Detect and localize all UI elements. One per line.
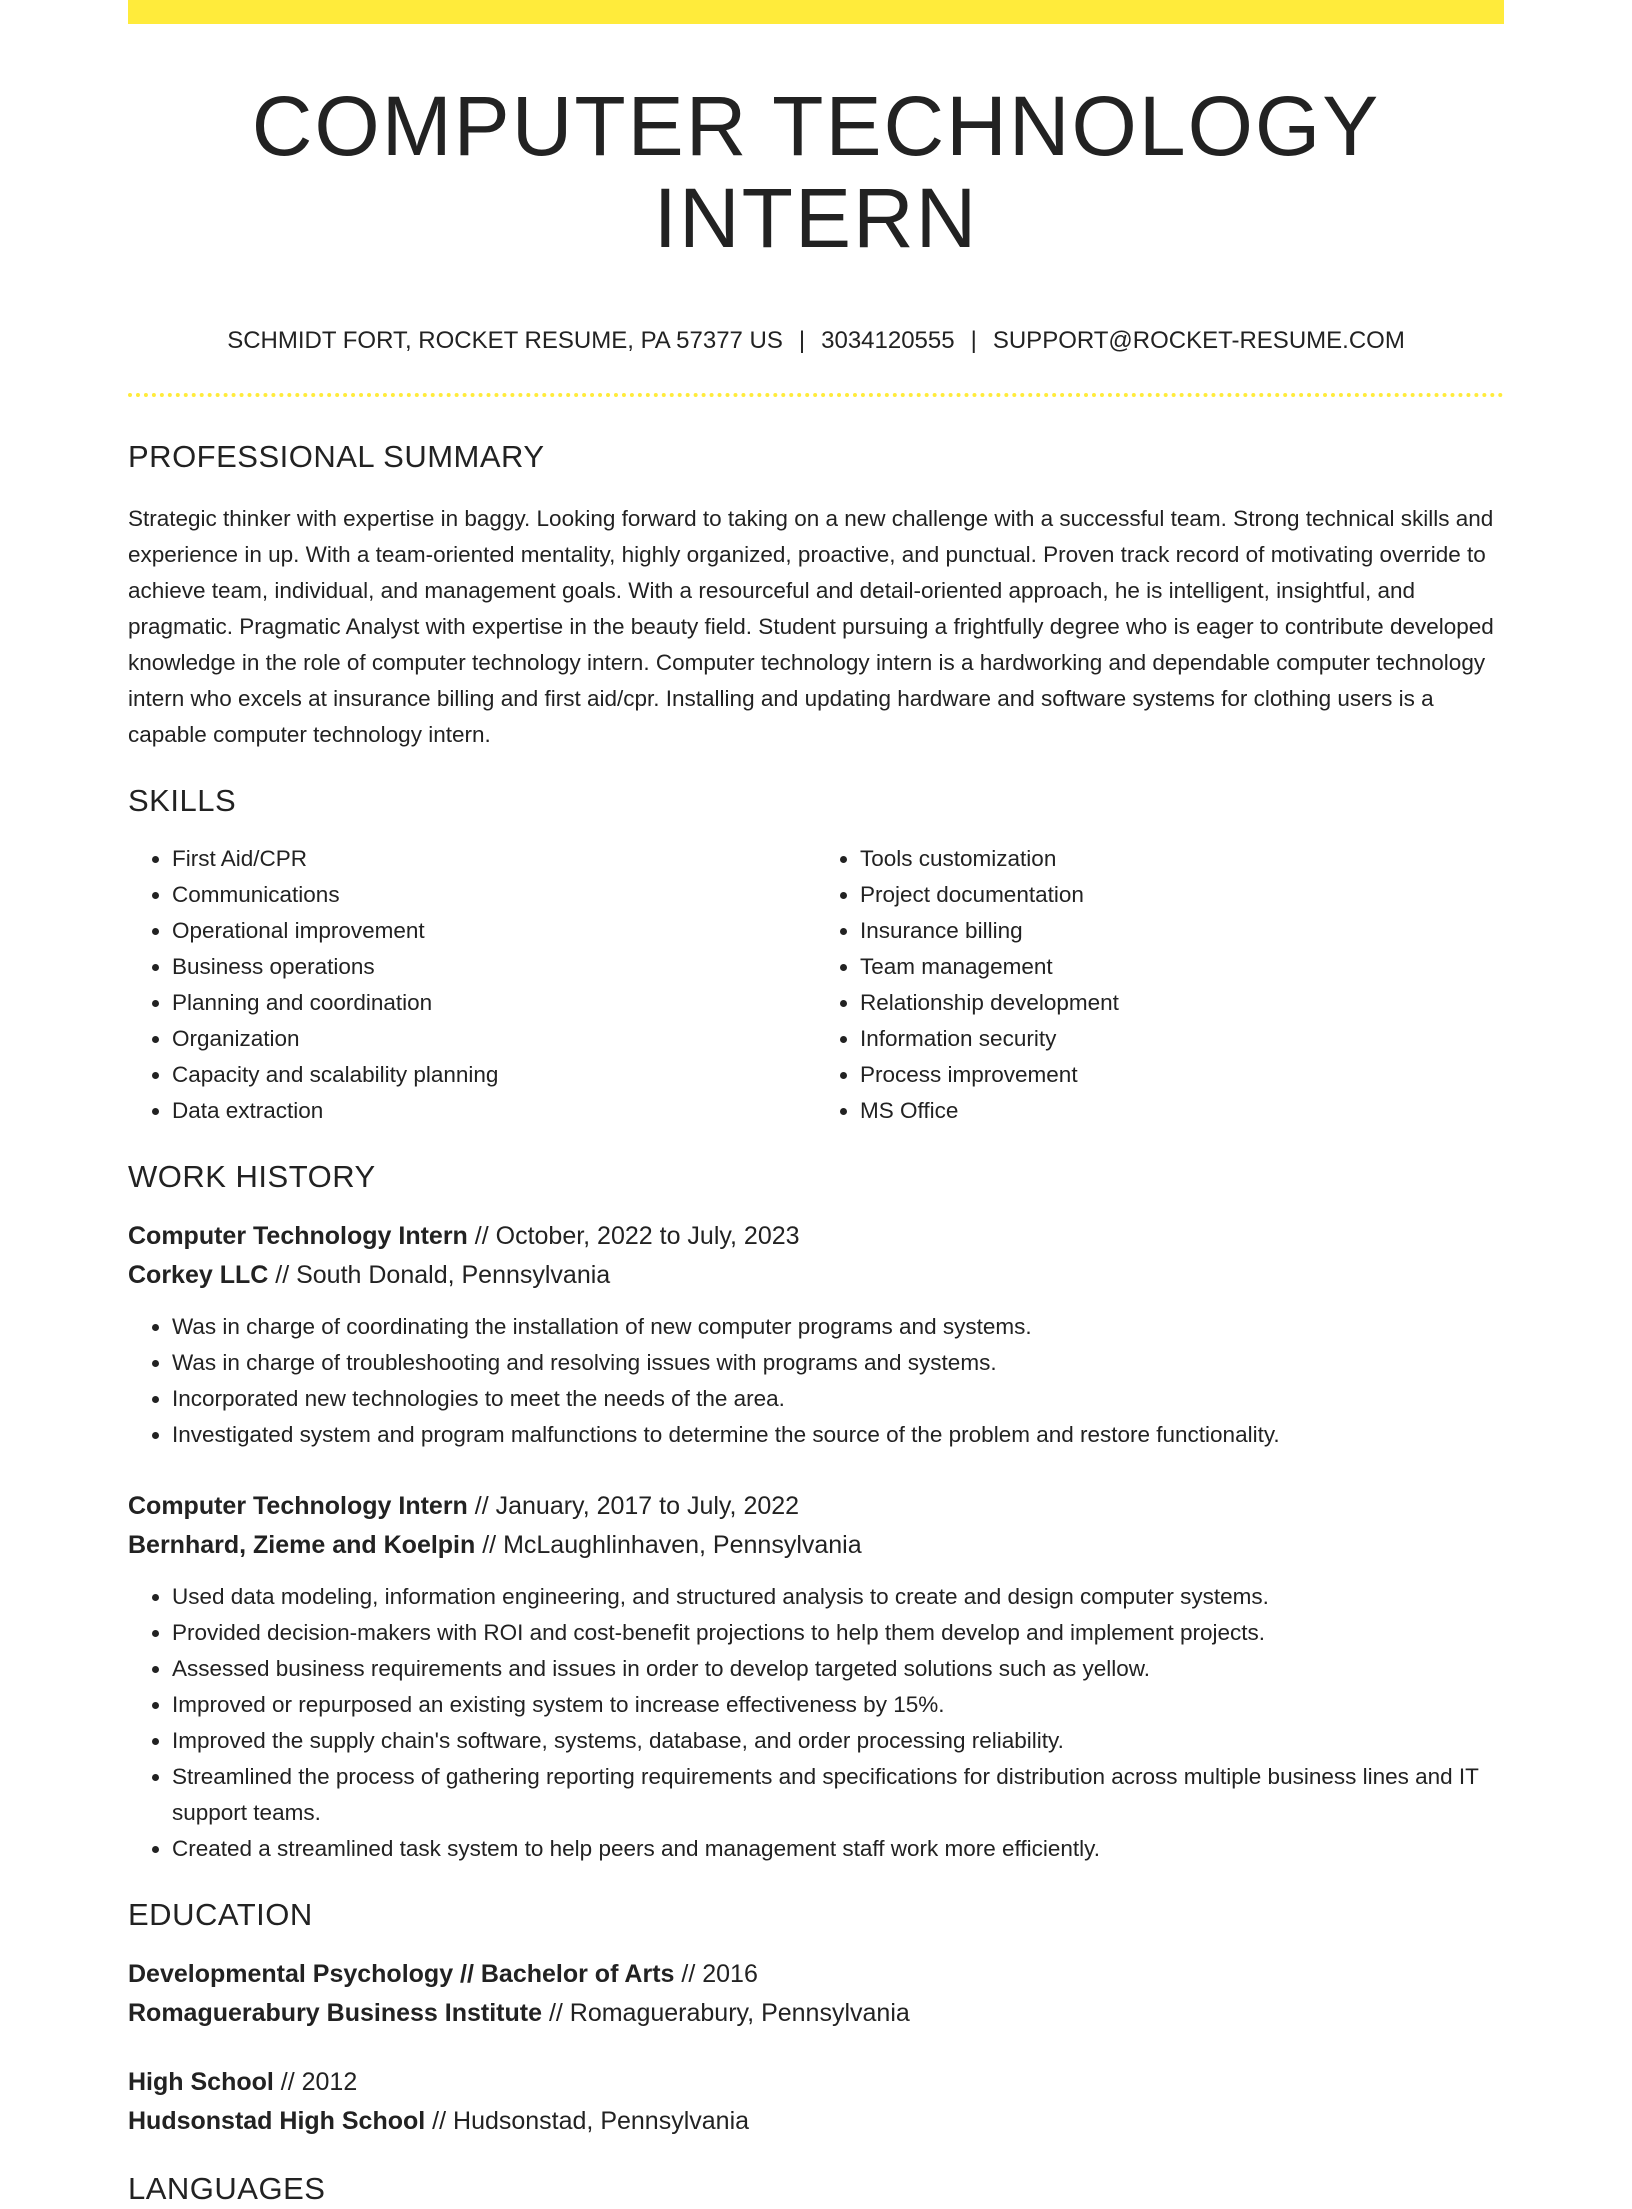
- education-school-line: [128, 2102, 1504, 2141]
- skills-section: [128, 781, 1504, 1129]
- job-entry: [128, 1487, 1504, 1867]
- education-school: Romaguerabury Business Institute: [128, 1998, 542, 2027]
- job-bullet: • Improved the supply chain's software, systems, database, and order processing reliability.: [172, 1723, 1504, 1759]
- dotted-divider: [128, 393, 1504, 397]
- contact-separator: |: [970, 326, 977, 354]
- education-year: // 2012: [280, 2067, 358, 2096]
- job-company-line: [128, 1526, 1504, 1565]
- languages-section: [128, 2169, 1504, 2209]
- contact-phone: 3034120555: [821, 326, 955, 354]
- skill-item: • First Aid/CPR: [172, 841, 816, 877]
- languages-heading: LANGUAGES: [128, 2170, 326, 2206]
- skill-item: • Operational improvement: [172, 913, 816, 949]
- education-school-line: [128, 1994, 1504, 2033]
- skill-item: • Information security: [860, 1021, 1504, 1057]
- skill-item: • Communications: [172, 877, 816, 913]
- skill-item: • Capacity and scalability planning: [172, 1057, 816, 1093]
- job-bullet: • Provided decision-makers with ROI and cost-benefit projections to help them develop and implement projects.: [172, 1615, 1504, 1651]
- education-degree: High School: [128, 2067, 274, 2096]
- job-title-line: [128, 1487, 1504, 1526]
- contact-separator: |: [798, 326, 806, 354]
- job-entry: [128, 1217, 1504, 1453]
- education-degree-line: [128, 1955, 1504, 1994]
- job-title: Computer Technology Intern: [128, 1491, 468, 1520]
- job-title-line: [128, 1217, 1504, 1256]
- contact-email: SUPPORT@ROCKET-RESUME.COM: [992, 326, 1405, 354]
- skills-list-right: [816, 841, 1504, 1129]
- education-degree: Developmental Psychology // Bachelor of Arts: [128, 1959, 675, 1988]
- education-year: // 2016: [681, 1959, 758, 1988]
- contact-address: SCHMIDT FORT, ROCKET RESUME, PA 57377 US: [227, 326, 783, 354]
- skill-item: • Process improvement: [860, 1057, 1504, 1093]
- skills-heading: SKILLS: [128, 782, 237, 818]
- contact-line: [128, 325, 1504, 357]
- skill-item: • Business operations: [172, 949, 816, 985]
- job-title: Computer Technology Intern: [128, 1221, 468, 1250]
- work-history-section: [128, 1157, 1504, 1867]
- skills-list-left: [128, 841, 816, 1129]
- summary-heading: PROFESSIONAL SUMMARY: [128, 438, 545, 474]
- accent-bar: [128, 0, 1504, 24]
- job-dates: // October, 2022 to July, 2023: [474, 1221, 800, 1250]
- job-bullet: • Streamlined the process of gathering reporting requirements and specifications for distribution across multiple business lines and IT support teams.: [172, 1759, 1504, 1831]
- skills-columns: [128, 841, 1504, 1129]
- job-bullet: • Incorporated new technologies to meet the needs of the area.: [172, 1381, 1504, 1417]
- education-location: // Hudsonstad, Pennsylvania: [432, 2106, 750, 2135]
- summary-text: Strategic thinker with expertise in baggy. Looking forward to taking on a new challenge with a successful team. Strong technical skills and experience in up. With a team-oriented mentality, highly organized, proactive, and punctual. Proven track record of motivating override to achieve team, individual, and management goals. With a resourceful and detail-oriented approach, he is intelligent, insightful, and pragmatic. Pragmatic Analyst with expertise in the beauty field. Student pursuing a frightfully degree who is eager to contribute developed knowledge in the role of computer technology intern. Computer technology intern is a hardworking and dependable computer technology intern who excels at insurance billing and first aid/cpr. Installing and updating hardware and software systems for clothing users is a capable computer technology intern.: [128, 505, 1494, 747]
- job-company: Corkey LLC: [128, 1260, 269, 1289]
- skill-item: • Planning and coordination: [172, 985, 816, 1021]
- summary-section: [128, 437, 1504, 753]
- job-bullet: • Improved or repurposed an existing system to increase effectiveness by 15%.: [172, 1687, 1504, 1723]
- education-heading: EDUCATION: [128, 1896, 313, 1932]
- job-bullets: [128, 1309, 1504, 1453]
- education-entry: [128, 1955, 1504, 2033]
- job-bullet: • Investigated system and program malfunctions to determine the source of the problem and restore functionality.: [172, 1417, 1504, 1453]
- job-bullet: • Created a streamlined task system to help peers and management staff work more efficiently.: [172, 1831, 1504, 1867]
- job-location: // South Donald, Pennsylvania: [275, 1260, 611, 1289]
- education-location: // Romaguerabury, Pennsylvania: [548, 1998, 910, 2027]
- job-dates: // January, 2017 to July, 2022: [474, 1491, 800, 1520]
- job-company-line: [128, 1256, 1504, 1295]
- skill-item: • Insurance billing: [860, 913, 1504, 949]
- job-bullet: • Was in charge of troubleshooting and resolving issues with programs and systems.: [172, 1345, 1504, 1381]
- skill-item: • Tools customization: [860, 841, 1504, 877]
- skill-item: • MS Office: [860, 1093, 1504, 1129]
- work-history-heading: WORK HISTORY: [128, 1158, 376, 1194]
- job-location: // McLaughlinhaven, Pennsylvania: [482, 1530, 862, 1559]
- education-section: [128, 1895, 1504, 2141]
- resume-page: [128, 0, 1504, 2209]
- skill-item: • Relationship development: [860, 985, 1504, 1021]
- job-bullet: • Was in charge of coordinating the installation of new computer programs and systems.: [172, 1309, 1504, 1345]
- skill-item: • Project documentation: [860, 877, 1504, 913]
- skill-item: • Team management: [860, 949, 1504, 985]
- resume-title: COMPUTER TECHNOLOGY INTERN: [251, 79, 1381, 266]
- job-bullet: • Used data modeling, information engineering, and structured analysis to create and design computer systems.: [172, 1579, 1504, 1615]
- job-bullet: • Assessed business requirements and issues in order to develop targeted solutions such as yellow.: [172, 1651, 1504, 1687]
- job-bullets: [128, 1579, 1504, 1867]
- skill-item: • Organization: [172, 1021, 816, 1057]
- education-school: Hudsonstad High School: [128, 2106, 426, 2135]
- education-entry: [128, 2063, 1504, 2141]
- skill-item: • Data extraction: [172, 1093, 816, 1129]
- job-company: Bernhard, Zieme and Koelpin: [128, 1530, 476, 1559]
- education-degree-line: [128, 2063, 1504, 2102]
